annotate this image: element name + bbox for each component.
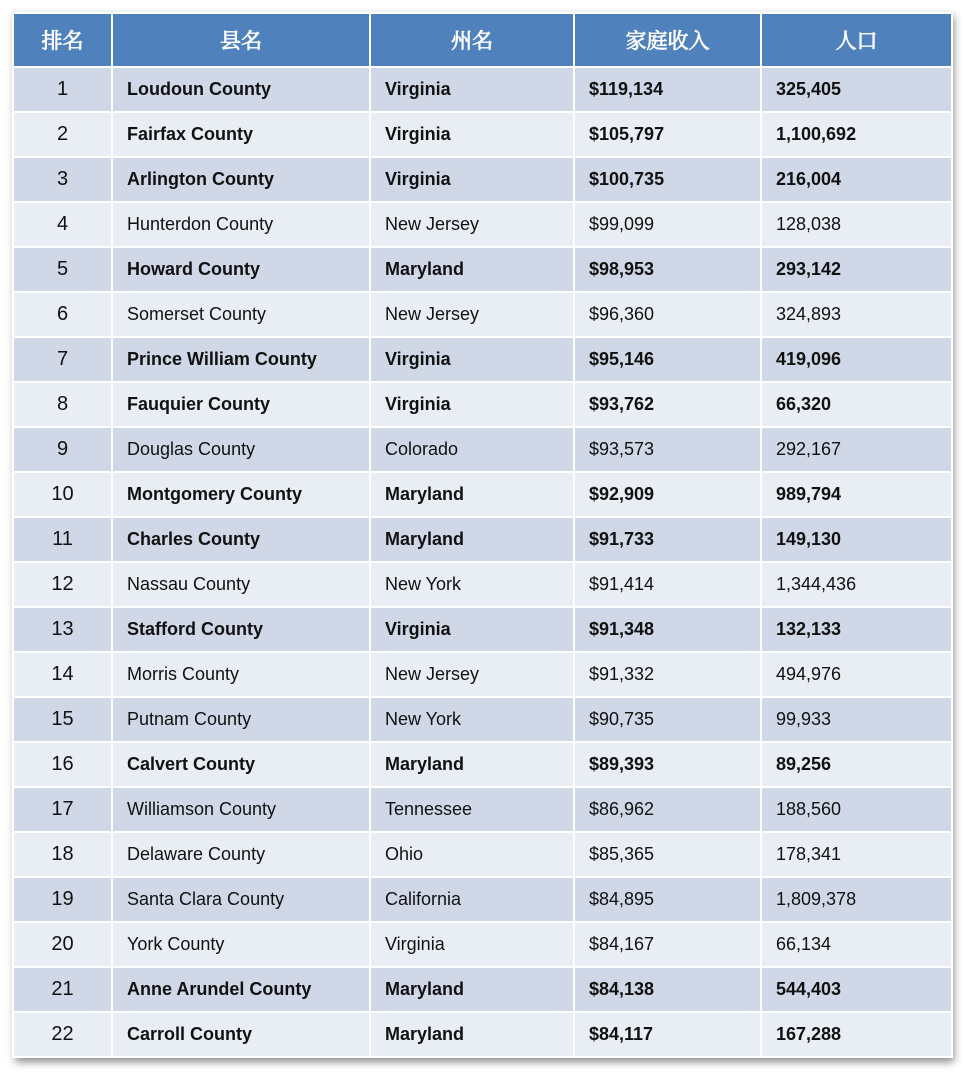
cell-state: Virginia [370,157,574,202]
cell-rank: 19 [13,877,112,922]
cell-population: 167,288 [761,1012,952,1057]
cell-county: Santa Clara County [112,877,370,922]
cell-state: Maryland [370,517,574,562]
cell-rank: 12 [13,562,112,607]
cell-population: 99,933 [761,697,952,742]
county-income-table-container [12,12,951,1058]
table-row [13,832,952,877]
cell-state: Maryland [370,1012,574,1057]
cell-income: $100,735 [574,157,761,202]
cell-county: Williamson County [112,787,370,832]
cell-state: Virginia [370,337,574,382]
cell-county: Montgomery County [112,472,370,517]
table-row [13,427,952,472]
table-row [13,967,952,1012]
cell-population: 1,344,436 [761,562,952,607]
table-row [13,652,952,697]
cell-income: $84,167 [574,922,761,967]
table-row [13,517,952,562]
cell-population: 89,256 [761,742,952,787]
cell-population: 216,004 [761,157,952,202]
table-row [13,247,952,292]
header-population: 人口 [761,13,952,67]
cell-income: $92,909 [574,472,761,517]
cell-population: 178,341 [761,832,952,877]
cell-county: Stafford County [112,607,370,652]
cell-population: 324,893 [761,292,952,337]
cell-population: 66,320 [761,382,952,427]
table-row [13,112,952,157]
cell-income: $98,953 [574,247,761,292]
cell-state: Ohio [370,832,574,877]
cell-rank: 16 [13,742,112,787]
cell-county: Somerset County [112,292,370,337]
cell-rank: 5 [13,247,112,292]
table-row [13,697,952,742]
cell-rank: 2 [13,112,112,157]
cell-population: 494,976 [761,652,952,697]
cell-population: 128,038 [761,202,952,247]
cell-state: New Jersey [370,652,574,697]
cell-rank: 18 [13,832,112,877]
cell-income: $119,134 [574,67,761,112]
cell-income: $91,414 [574,562,761,607]
cell-population: 149,130 [761,517,952,562]
cell-population: 292,167 [761,427,952,472]
cell-rank: 4 [13,202,112,247]
table-row [13,877,952,922]
cell-population: 1,809,378 [761,877,952,922]
table-row [13,67,952,112]
header-row [13,13,952,67]
cell-county: Putnam County [112,697,370,742]
cell-income: $91,332 [574,652,761,697]
cell-population: 419,096 [761,337,952,382]
cell-state: New Jersey [370,292,574,337]
cell-rank: 9 [13,427,112,472]
table-row [13,472,952,517]
cell-rank: 15 [13,697,112,742]
cell-income: $84,117 [574,1012,761,1057]
table-header [13,13,952,67]
header-county: 县名 [112,13,370,67]
cell-county: Delaware County [112,832,370,877]
cell-population: 325,405 [761,67,952,112]
cell-county: Hunterdon County [112,202,370,247]
cell-county: Fairfax County [112,112,370,157]
cell-income: $95,146 [574,337,761,382]
table-row [13,742,952,787]
cell-county: Charles County [112,517,370,562]
cell-state: Maryland [370,742,574,787]
cell-rank: 1 [13,67,112,112]
cell-income: $93,762 [574,382,761,427]
cell-income: $85,365 [574,832,761,877]
cell-county: Nassau County [112,562,370,607]
cell-income: $96,360 [574,292,761,337]
cell-rank: 3 [13,157,112,202]
cell-state: New York [370,562,574,607]
cell-county: Prince William County [112,337,370,382]
cell-income: $89,393 [574,742,761,787]
cell-income: $91,348 [574,607,761,652]
cell-state: Virginia [370,607,574,652]
cell-rank: 17 [13,787,112,832]
cell-rank: 14 [13,652,112,697]
cell-county: Loudoun County [112,67,370,112]
cell-state: Colorado [370,427,574,472]
table-row [13,1012,952,1057]
cell-income: $86,962 [574,787,761,832]
cell-population: 1,100,692 [761,112,952,157]
cell-state: New York [370,697,574,742]
header-state: 州名 [370,13,574,67]
cell-state: New Jersey [370,202,574,247]
cell-state: Tennessee [370,787,574,832]
table-row [13,292,952,337]
header-income: 家庭收入 [574,13,761,67]
cell-rank: 21 [13,967,112,1012]
cell-income: $105,797 [574,112,761,157]
cell-population: 293,142 [761,247,952,292]
cell-county: Calvert County [112,742,370,787]
cell-income: $84,895 [574,877,761,922]
cell-income: $99,099 [574,202,761,247]
cell-county: Fauquier County [112,382,370,427]
cell-rank: 22 [13,1012,112,1057]
table-row [13,382,952,427]
cell-county: Anne Arundel County [112,967,370,1012]
cell-county: Howard County [112,247,370,292]
cell-population: 188,560 [761,787,952,832]
table-row [13,157,952,202]
cell-rank: 13 [13,607,112,652]
cell-rank: 11 [13,517,112,562]
cell-state: California [370,877,574,922]
cell-state: Maryland [370,247,574,292]
cell-rank: 10 [13,472,112,517]
cell-state: Virginia [370,922,574,967]
table-row [13,202,952,247]
cell-rank: 6 [13,292,112,337]
cell-state: Virginia [370,112,574,157]
cell-county: York County [112,922,370,967]
cell-population: 544,403 [761,967,952,1012]
cell-rank: 20 [13,922,112,967]
cell-population: 132,133 [761,607,952,652]
table-row [13,337,952,382]
table-row [13,607,952,652]
cell-income: $90,735 [574,697,761,742]
cell-county: Carroll County [112,1012,370,1057]
cell-county: Arlington County [112,157,370,202]
table-row [13,562,952,607]
cell-state: Virginia [370,67,574,112]
header-rank: 排名 [13,13,112,67]
cell-state: Virginia [370,382,574,427]
table-row [13,787,952,832]
cell-population: 66,134 [761,922,952,967]
county-income-table [12,12,953,1058]
table-body [13,67,952,1057]
cell-state: Maryland [370,472,574,517]
cell-population: 989,794 [761,472,952,517]
cell-rank: 7 [13,337,112,382]
table-row [13,922,952,967]
cell-income: $84,138 [574,967,761,1012]
cell-income: $93,573 [574,427,761,472]
cell-income: $91,733 [574,517,761,562]
cell-county: Morris County [112,652,370,697]
cell-county: Douglas County [112,427,370,472]
cell-rank: 8 [13,382,112,427]
cell-state: Maryland [370,967,574,1012]
